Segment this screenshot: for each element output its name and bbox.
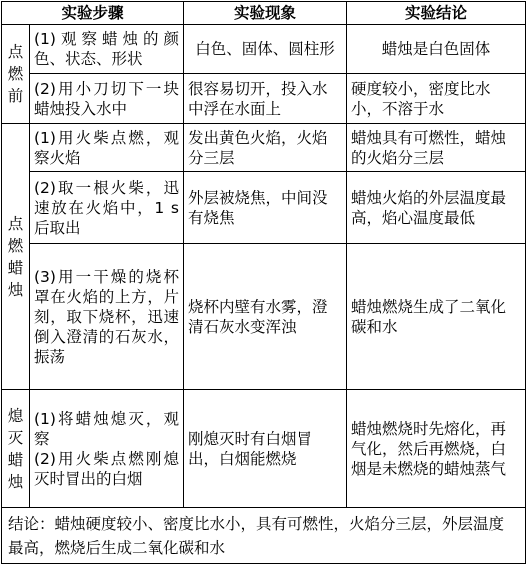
experiment-table-container [1, 1, 526, 564]
step-cell: (3)用一干燥的烧杯罩在火焰的上方，片刻，取下烧杯，迅速倒入澄清的石灰水，振荡 [30, 244, 184, 390]
summary-text: 结论：蜡烛硬度较小、密度比水小，具有可燃性，火焰分三层，外层温度最高，燃烧后生成二氧化碳和水 [2, 508, 526, 564]
header-steps: 实验步骤 [2, 2, 184, 25]
table-row [2, 25, 526, 74]
table-row [2, 390, 526, 508]
observation-cell: 发出黄色火焰，火焰分三层 [184, 124, 347, 172]
conclusion-cell: 硬度较小，密度比水小，不溶于水 [347, 74, 526, 124]
header-observation: 实验现象 [184, 2, 347, 25]
observation-cell: 白色、固体、圆柱形 [184, 25, 347, 74]
header-row [2, 2, 526, 25]
step-line: (1)将蜡烛熄灭，观察 [34, 409, 180, 448]
table-row [2, 172, 526, 244]
step-cell: (1)观察蜡烛的颜色、状态、形状 [30, 25, 184, 74]
table-row [2, 74, 526, 124]
header-conclusion: 实验结论 [347, 2, 526, 25]
table-row [2, 244, 526, 390]
observation-cell: 刚熄灭时有白烟冒出，白烟能燃烧 [184, 390, 347, 508]
conclusion-cell: 蜡烛燃烧生成了二氧化碳和水 [347, 244, 526, 390]
step-cell [30, 390, 184, 508]
stage-label: 点燃前 [2, 25, 30, 124]
summary-row [2, 508, 526, 564]
step-cell: (2)用小刀切下一块蜡烛投入水中 [30, 74, 184, 124]
conclusion-cell: 蜡烛具有可燃性，蜡烛的火焰分三层 [347, 124, 526, 172]
step-line: (2)用火柴点燃刚熄灭时冒出的白烟 [34, 449, 180, 488]
conclusion-cell: 蜡烛是白色固体 [347, 25, 526, 74]
step-cell: (2)取一根火柴，迅速放在火焰中，1 s 后取出 [30, 172, 184, 244]
stage-label: 熄灭蜡烛 [2, 390, 30, 508]
table-row [2, 124, 526, 172]
conclusion-cell: 蜡烛燃烧时先熔化，再气化，然后再燃烧，白烟是未燃烧的蜡烛蒸气 [347, 390, 526, 508]
step-cell: (1)用火柴点燃，观察火焰 [30, 124, 184, 172]
observation-cell: 烧杯内壁有水雾，澄清石灰水变浑浊 [184, 244, 347, 390]
experiment-table [1, 1, 526, 564]
stage-label: 点燃蜡烛 [2, 124, 30, 390]
observation-cell: 很容易切开，投入水中浮在水面上 [184, 74, 347, 124]
observation-cell: 外层被烧焦，中间没有烧焦 [184, 172, 347, 244]
conclusion-cell: 蜡烛火焰的外层温度最高，焰心温度最低 [347, 172, 526, 244]
